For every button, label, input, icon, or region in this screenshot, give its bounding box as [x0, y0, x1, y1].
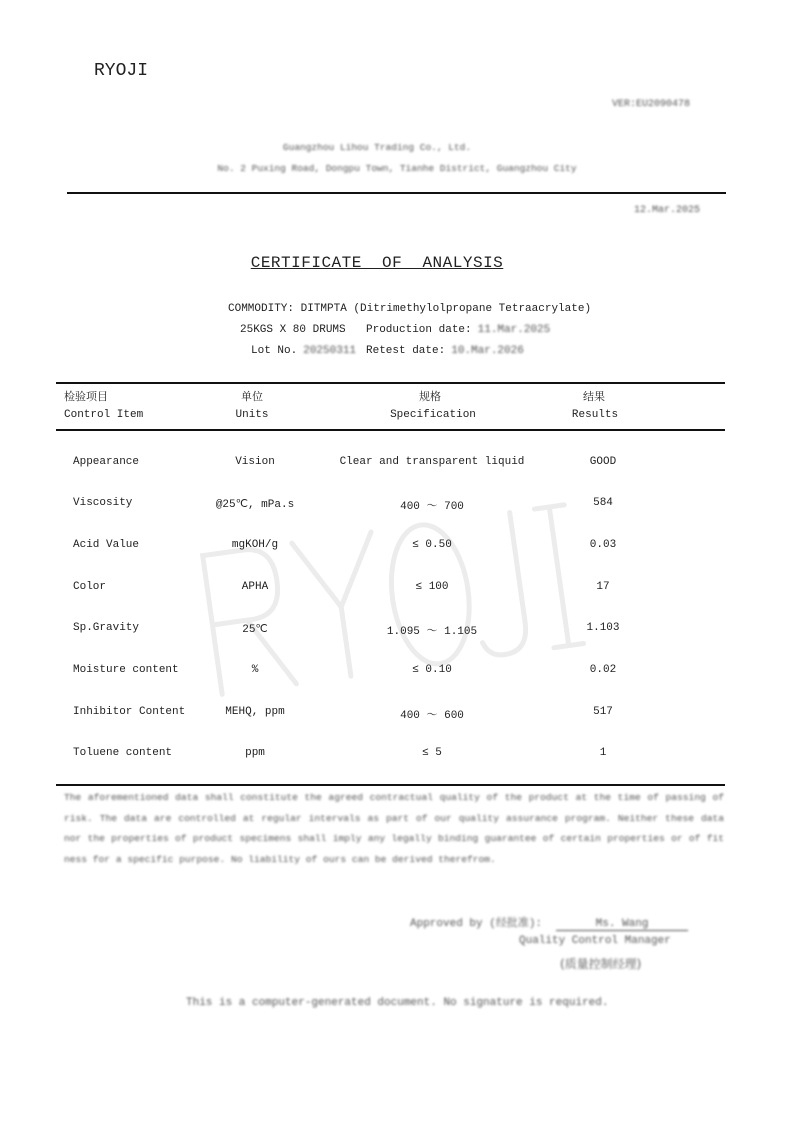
row-units: Vision — [235, 456, 275, 468]
table-header-border — [56, 429, 725, 431]
watermark — [190, 484, 590, 705]
row-result: 0.02 — [589, 664, 617, 676]
packing: 25KGS X 80 DRUMS — [240, 324, 346, 336]
row-result: 1 — [599, 747, 607, 759]
footer-note: This is a computer-generated document. No signature is required. — [186, 997, 609, 1009]
row-item: Color — [73, 581, 107, 593]
retest-date: 10.Mar.2026 — [451, 345, 524, 357]
row-spec: Clear and transparent liquid — [339, 456, 525, 468]
row-item: Acid Value — [73, 539, 140, 551]
approved-by-label: Approved by (经批准): — [410, 918, 543, 930]
header-units: Units — [235, 409, 269, 421]
row-result: 17 — [596, 581, 610, 593]
production-date: 11.Mar.2025 — [477, 324, 551, 336]
page-title: CERTIFICATE OF ANALYSIS — [250, 254, 504, 272]
row-spec: 400 ～ 700 — [400, 501, 464, 513]
header-item: Control Item — [64, 409, 144, 421]
header-divider — [67, 192, 726, 194]
row-item: Sp.Gravity — [73, 622, 140, 634]
table-top-border — [56, 382, 725, 384]
approver-role-cn: (质量控制经理) — [560, 957, 642, 971]
row-spec: ≤ 0.50 — [412, 539, 452, 551]
company-address: No. 2 Puxing Road, Dongpu Town, Tianhe District, Guangzhou City — [217, 163, 577, 174]
production-label: Production date: — [366, 324, 472, 336]
row-result: 517 — [593, 706, 613, 718]
row-item: Toluene content — [73, 747, 173, 759]
lot-number: 20250311 — [303, 345, 357, 357]
retest-label: Retest date: — [366, 345, 446, 357]
lot-group — [251, 345, 356, 357]
header-item-cn: 检验项目 — [64, 390, 108, 403]
row-result: 1.103 — [586, 622, 620, 634]
approver-name: Ms. Wang — [556, 918, 688, 931]
commodity: COMMODITY: DITMPTA (Ditrimethylolpropane Tetraacrylate) — [228, 303, 592, 315]
row-result: 0.03 — [589, 539, 617, 551]
row-units: APHA — [241, 581, 269, 593]
approver-role: Quality Control Manager — [519, 935, 671, 947]
row-item: Viscosity — [73, 497, 133, 509]
row-spec: ≤ 0.10 — [412, 664, 452, 676]
retest-date-group — [366, 345, 524, 357]
row-units: @25℃, mPa.s — [215, 499, 295, 511]
header-result: Results — [571, 409, 619, 421]
version-code: VER:EU2090478 — [612, 99, 691, 110]
row-spec: 1.095 ～ 1.105 — [386, 626, 478, 638]
table-bottom-border — [56, 784, 725, 786]
row-units: ppm — [245, 747, 265, 759]
company-name: Guangzhou Lihou Trading Co., Ltd. — [282, 142, 472, 153]
lot-label: Lot No. — [251, 345, 298, 357]
header-units-cn: 单位 — [241, 390, 263, 403]
row-units: MEHQ, ppm — [225, 706, 285, 718]
header-spec-cn: 规格 — [419, 390, 441, 403]
disclaimer: The aforementioned data shall constitute the agreed contractual quality of the product at the time of passing of risk. The data are controlled at regular intervals as part of our quality assurance program. Neither these data nor the properties of product specimens shall imply any legally binding guarantee of certain properties or of fit ness for a specific purpose. No liability of ours can be derived therefrom. — [64, 792, 724, 865]
issue-date: 12.Mar.2025 — [634, 205, 701, 216]
row-units: 25℃ — [242, 624, 268, 636]
row-result: 584 — [593, 497, 613, 509]
row-result: GOOD — [589, 456, 617, 468]
row-item: Inhibitor Content — [73, 706, 186, 718]
row-spec: ≤ 100 — [415, 581, 449, 593]
row-item: Moisture content — [73, 664, 179, 676]
row-units: % — [251, 664, 259, 676]
row-spec: ≤ 5 — [422, 747, 442, 759]
production-date-group — [366, 324, 550, 336]
row-units: mgKOH/g — [231, 539, 279, 551]
header-result-cn: 结果 — [583, 390, 605, 403]
approval-group — [410, 914, 688, 931]
header-spec: Specification — [390, 409, 476, 421]
row-item: Appearance — [73, 456, 140, 468]
row-spec: 400 ～ 600 — [400, 710, 464, 722]
brand-logo: RYOJI — [94, 61, 149, 81]
